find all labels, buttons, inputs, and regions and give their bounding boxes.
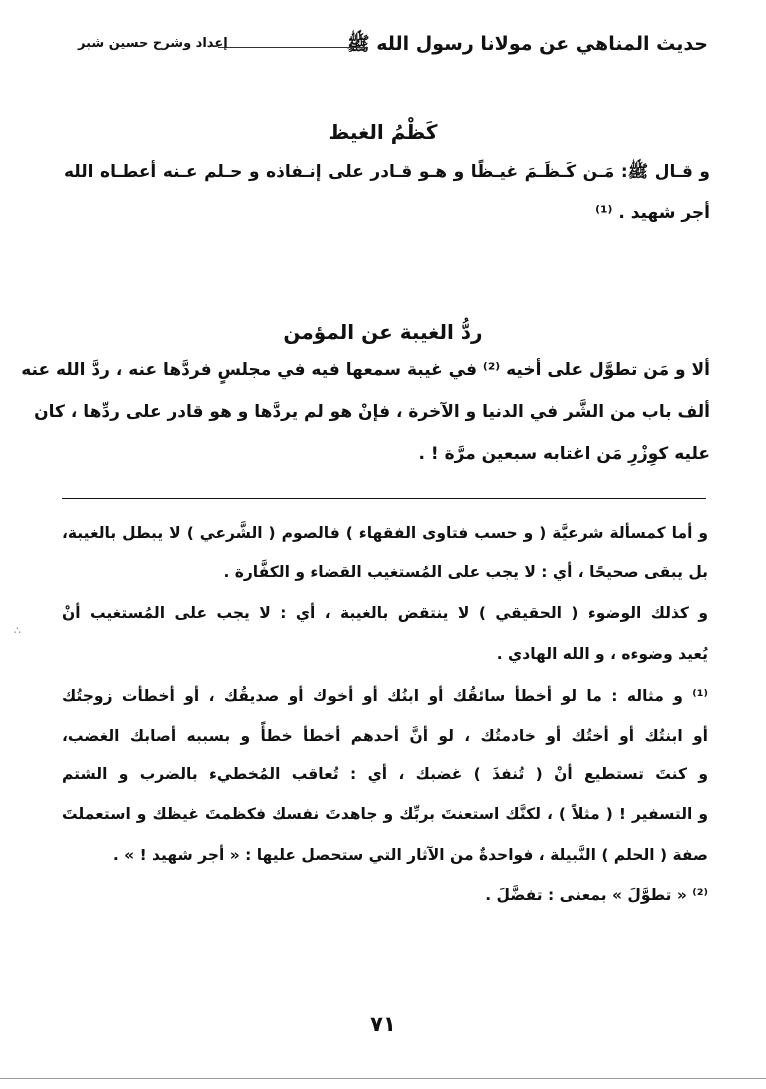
footnote-line: و كذلك الوضوء ( الحقيقي ) لا ينتقض بالغيبة ، أي : لا يجب على المُستغيب أنْ [62, 604, 708, 622]
book-title: حديث المناهي عن مولانا رسول الله ﷺ [346, 33, 708, 55]
text-line: ألا و مَن تطوَّل على أخيه ⁽²⁾ في غيبة سمعها فيه في مجلسٍ فردَّها عنه ، ردَّ الله عنه [21, 360, 710, 380]
book-author: إعداد وشرح حسين شبر [78, 36, 228, 51]
running-header [78, 30, 708, 62]
text-line: عليه كوِزْرِ مَن اغتابه سبعين مرَّة ! . [418, 444, 710, 464]
page-number: ٧١ [370, 1012, 396, 1036]
margin-speck: ∴ [14, 624, 21, 637]
footnote-line: و كنتَ تستطيع أنْ ( تُنفذَ ) غضبك ، أي : تُعاقب المُخطيء بالضرب و الشتم [62, 765, 708, 783]
bottom-rule [0, 1078, 766, 1079]
footnote-line: و التسفير ! ( مثلاً ) ، لكنَّك استعنتَ بربِّك و جاهدتَ نفسك فكظمتَ غيظك و استعملتَ [62, 805, 708, 823]
text-line: أجر شهيد . ⁽¹⁾ [595, 203, 710, 223]
text-line: و قـال ﷺ: مَـن كَـظَـمَ غيـظًا و هـو قـادر على إنـفاذه و حـلم عـنه أعطـاه الله [64, 162, 710, 182]
footnote-line: و أما كمسألة شرعيَّة ( و حسب فتاوى الفقهاء ) فالصوم ( الشَّرعي ) لا يبطل بالغيبة، [62, 524, 708, 542]
footnote-separator [62, 498, 706, 499]
text-line: ألف باب من الشَّر في الدنيا و الآخرة ، فإنْ هو لم يردَّها و هو قادر على ردِّها ، كان [34, 402, 710, 422]
footnote-line: ⁽²⁾ « تطوَّلَ » بمعنى : تفضَّلَ . [485, 886, 708, 904]
section-heading-anger: كَظْمُ الغيظ [328, 120, 438, 144]
header-rule [218, 47, 368, 48]
section-heading-backbiting: ردُّ الغيبة عن المؤمن [283, 320, 483, 344]
footnote-line: يُعيد وضوءه ، و الله الهادي . [496, 645, 708, 663]
footnote-line: بل يبقى صحيحًا ، أي : لا يجب على المُستغيب القضاء و الكفَّارة . [223, 563, 708, 581]
footnote-line: أو ابنتُك أو أختُك أو خادمتُك ، لو أنَّ أحدهم أخطأ خطأً و بسببه أصابك الغضب، [62, 727, 708, 745]
footnote-line: صفة ( الحلم ) النَّبيلة ، فواحدةٌ من الآثار التي ستحصل عليها : « أجر شهيد ! » . [112, 846, 708, 864]
footnote-line: ⁽¹⁾ و مثاله : ما لو أخطأ سائقُك أو ابنُك أو أخوك أو صديقُك ، أو أخطأت زوجتُك [62, 687, 708, 705]
